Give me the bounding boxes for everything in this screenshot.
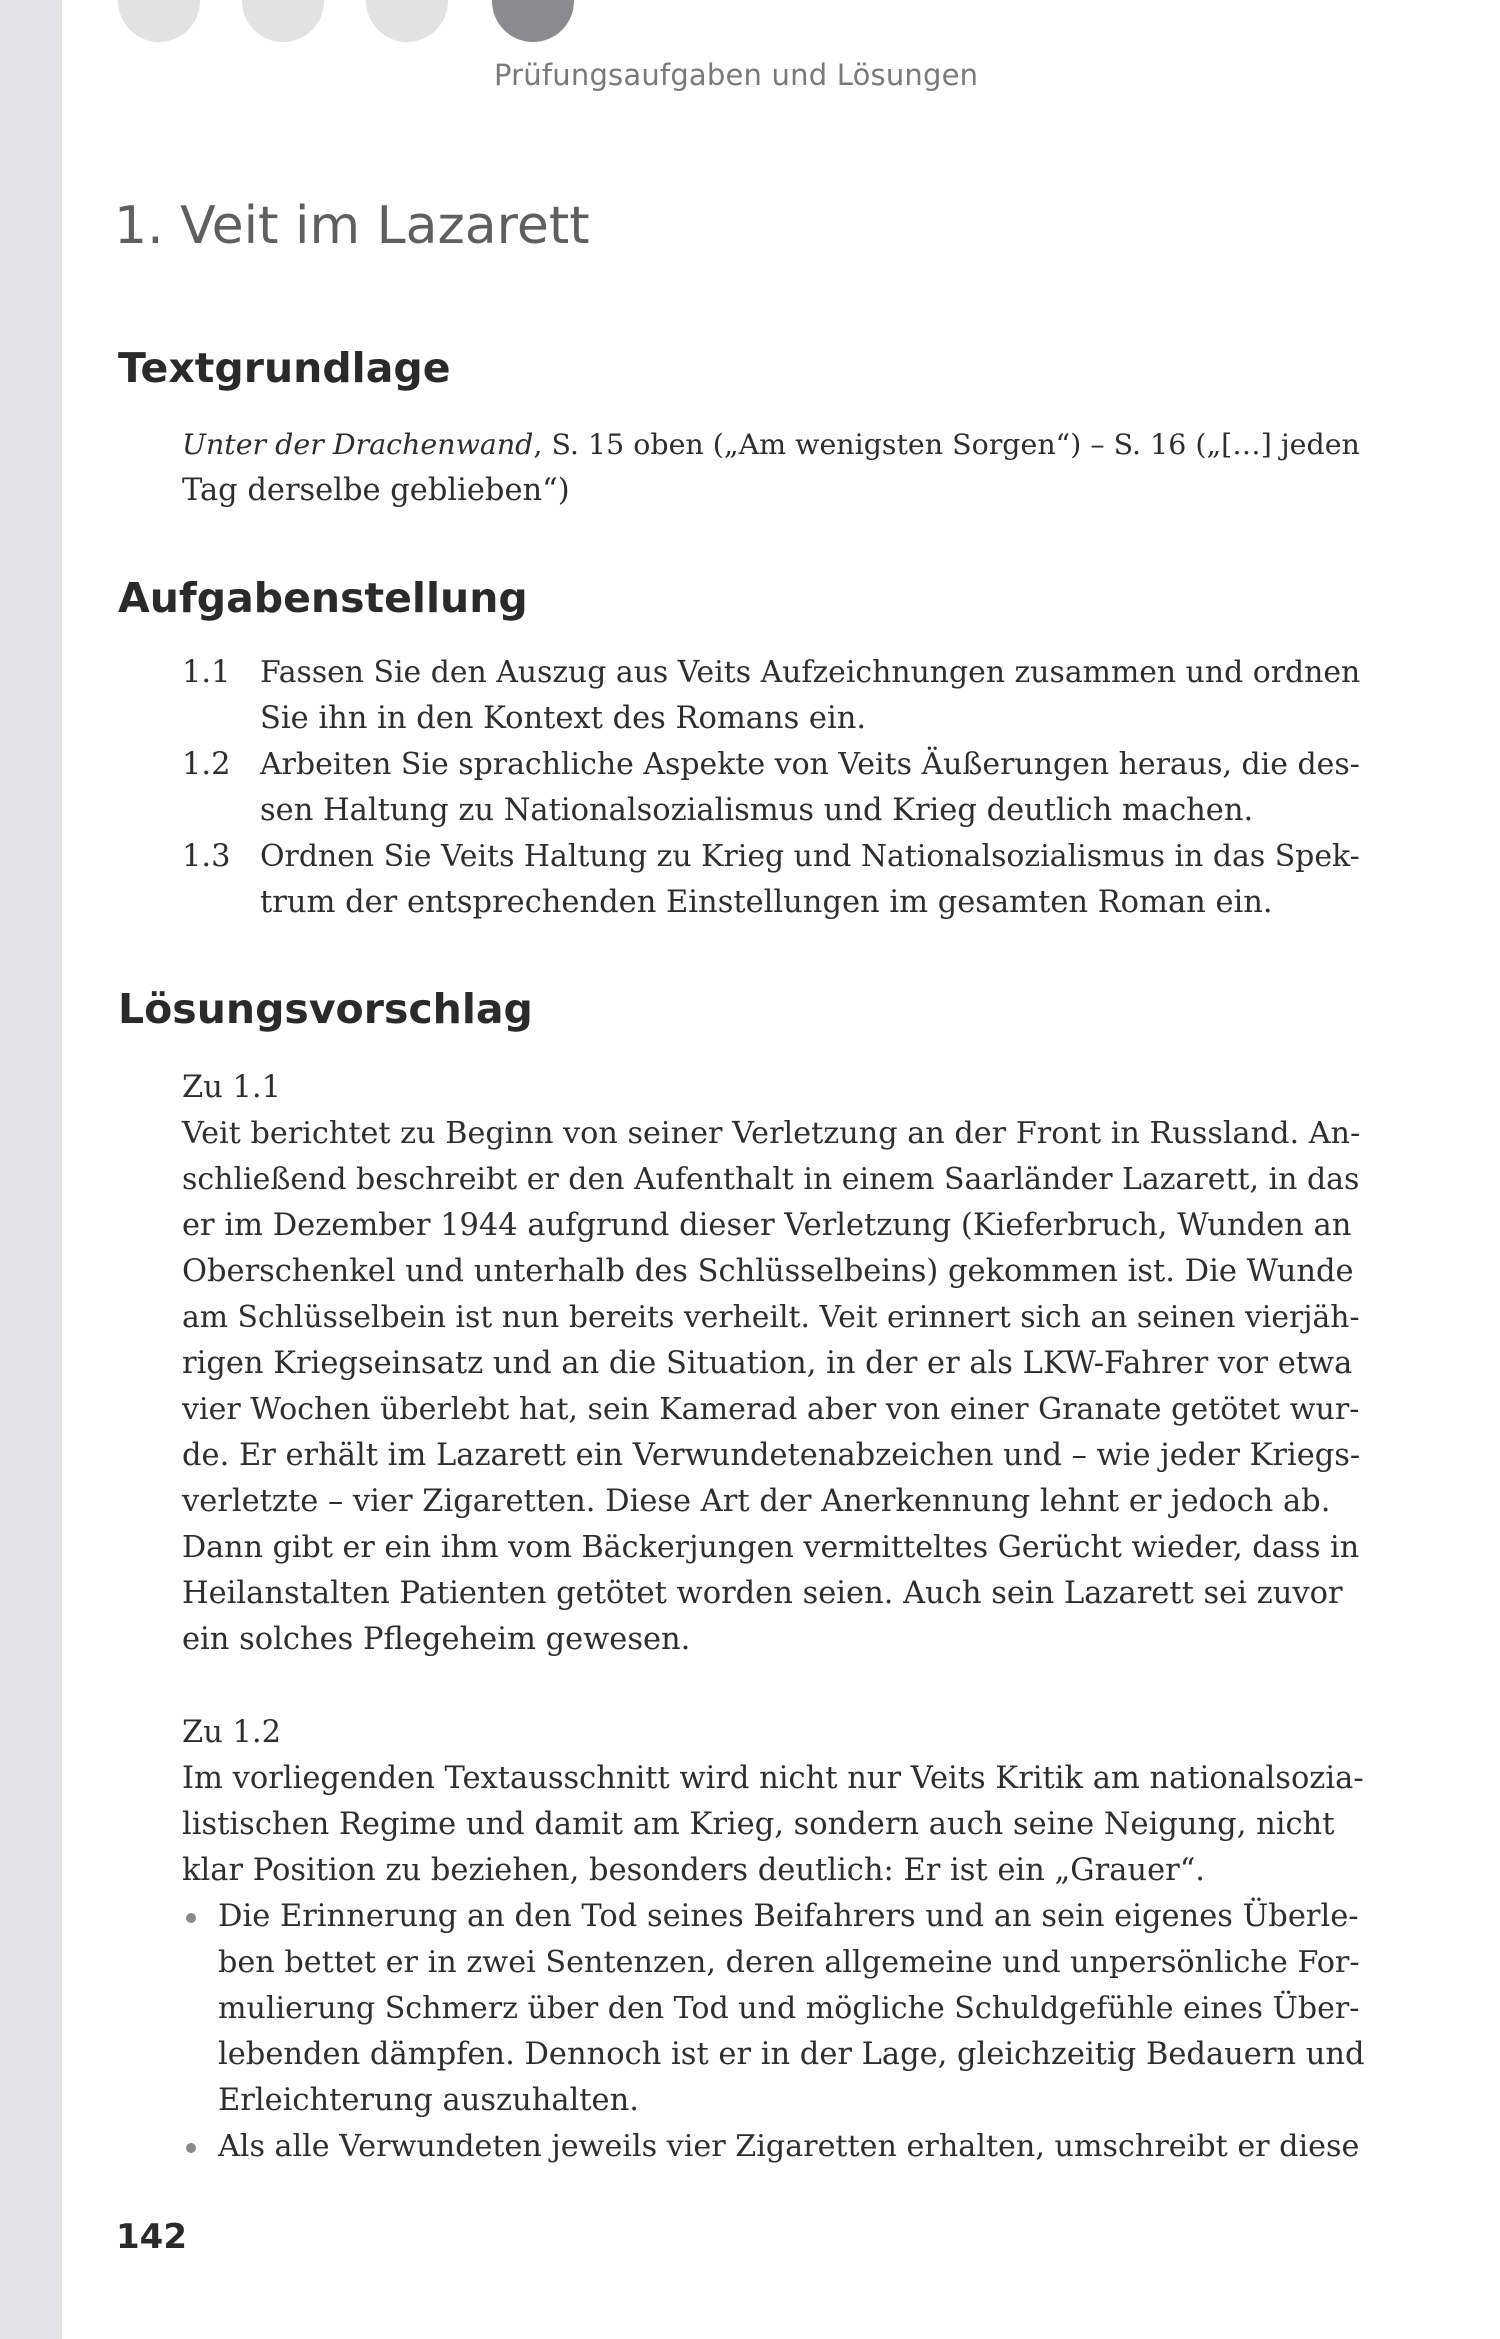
section-heading-aufgabenstellung: Aufgabenstellung	[118, 574, 528, 622]
text-line: lebenden dämpfen. Dennoch ist er in der Lage, gleichzeitig Bedauern und	[218, 2037, 1365, 2072]
text-line: ben bettet er in zwei Sentenzen, deren allgemeine und unpersönliche For-	[218, 1945, 1360, 1980]
bullet-icon	[186, 1913, 196, 1923]
answer-paragraph-1-1	[182, 1111, 1366, 1663]
text-line: de. Er erhält im Lazarett ein Verwundetenabzeichen und – wie jeder Kriegs-	[182, 1438, 1361, 1473]
text-line: Veit berichtet zu Beginn von seiner Verletzung an der Front in Russland. An-	[182, 1116, 1361, 1151]
text-line: listischen Regime und damit am Krieg, sondern auch seine Neigung, nicht	[182, 1807, 1335, 1842]
answer-paragraph-1-2	[182, 1756, 1366, 1894]
page-margin-bar	[0, 0, 62, 2339]
text-line: er im Dezember 1944 aufgrund dieser Verletzung (Kieferbruch, Wunden an	[182, 1208, 1352, 1243]
chapter-tab-marker-active	[492, 0, 574, 42]
bullet-item	[182, 1894, 1366, 2124]
text-line: Arbeiten Sie sprachliche Aspekte von Veits Äußerungen heraus, die des-	[260, 747, 1360, 782]
task-item	[182, 650, 1366, 742]
page-number: 142	[116, 2217, 187, 2257]
subsection-label-zu-1-2: Zu 1.2	[182, 1715, 282, 1750]
text-line: mulierung Schmerz über den Tod und mögliche Schuldgefühle eines Über-	[218, 1991, 1360, 2026]
task-number: 1.2	[182, 747, 231, 782]
chapter-tab-marker	[118, 0, 200, 42]
text-line: am Schlüsselbein ist nun bereits verheilt. Veit erinnert sich an seinen vierjäh-	[182, 1300, 1360, 1335]
text-line: Tag derselbe geblieben“)	[182, 473, 570, 508]
bullet-item	[182, 2124, 1366, 2170]
task-number: 1.3	[182, 839, 231, 874]
bullet-list	[182, 1894, 1366, 2170]
running-head: Prüfungsaufgaben und Lösungen	[494, 58, 979, 92]
text-line: Die Erinnerung an den Tod seines Beifahrers und an sein eigenes Überle-	[218, 1899, 1359, 1934]
subsection-label-zu-1-1: Zu 1.1	[182, 1070, 282, 1105]
text-line: ein solches Pflegeheim gewesen.	[182, 1622, 691, 1657]
book-title: Unter der Drachenwand	[182, 428, 534, 461]
text-line: rigen Kriegseinsatz und an die Situation, in der er als LKW-Fahrer vor etwa	[182, 1346, 1353, 1381]
bullet-icon	[186, 2143, 196, 2153]
text-line	[182, 422, 1366, 468]
task-number: 1.1	[182, 655, 231, 690]
task-item	[182, 742, 1366, 834]
chapter-tab-marker	[242, 0, 324, 42]
text-line: Fassen Sie den Auszug aus Veits Aufzeichnungen zusammen und ordnen	[260, 655, 1361, 690]
text-line: Ordnen Sie Veits Haltung zu Krieg und Nationalsozialismus in das Spek-	[260, 839, 1360, 874]
text-line: Dann gibt er ein ihm vom Bäckerjungen vermitteltes Gerücht wieder, dass in	[182, 1530, 1360, 1565]
text-line: Oberschenkel und unterhalb des Schlüsselbeins) gekommen ist. Die Wunde	[182, 1254, 1354, 1289]
text-line: verletzte – vier Zigaretten. Diese Art der Anerkennung lehnt er jedoch ab.	[182, 1484, 1331, 1519]
section-heading-textgrundlage: Textgrundlage	[118, 344, 451, 392]
section-heading-loesungsvorschlag: Lösungsvorschlag	[118, 985, 533, 1033]
text-line: trum der entsprechenden Einstellungen im gesamten Roman ein.	[260, 885, 1273, 920]
text-line: Erleichterung auszuhalten.	[218, 2083, 639, 2118]
task-item	[182, 834, 1366, 926]
chapter-title: 1. Veit im Lazarett	[114, 196, 590, 256]
chapter-tab-marker	[366, 0, 448, 42]
task-list	[182, 650, 1366, 926]
text-line: Heilanstalten Patienten getötet worden seien. Auch sein Lazarett sei zuvor	[182, 1576, 1343, 1611]
text-line: klar Position zu beziehen, besonders deutlich: Er ist ein „Grauer“.	[182, 1853, 1205, 1888]
text-line: sen Haltung zu Nationalsozialismus und Krieg deutlich machen.	[260, 793, 1254, 828]
text-line: Sie ihn in den Kontext des Romans ein.	[260, 701, 867, 736]
text-line: Als alle Verwundeten jeweils vier Zigaretten erhalten, umschreibt er diese	[218, 2129, 1360, 2164]
textgrundlage-paragraph	[182, 422, 1366, 514]
text-line: Im vorliegenden Textausschnitt wird nicht nur Veits Kritik am nationalsozia-	[182, 1761, 1364, 1796]
source-reference: , S. 15 oben („Am wenigsten Sorgen“) – S. 16 („[…] jeden	[533, 428, 1360, 461]
text-line: vier Wochen überlebt hat, sein Kamerad aber von einer Granate getötet wur-	[182, 1392, 1360, 1427]
text-line: schließend beschreibt er den Aufenthalt in einem Saarländer Lazarett, in das	[182, 1162, 1360, 1197]
